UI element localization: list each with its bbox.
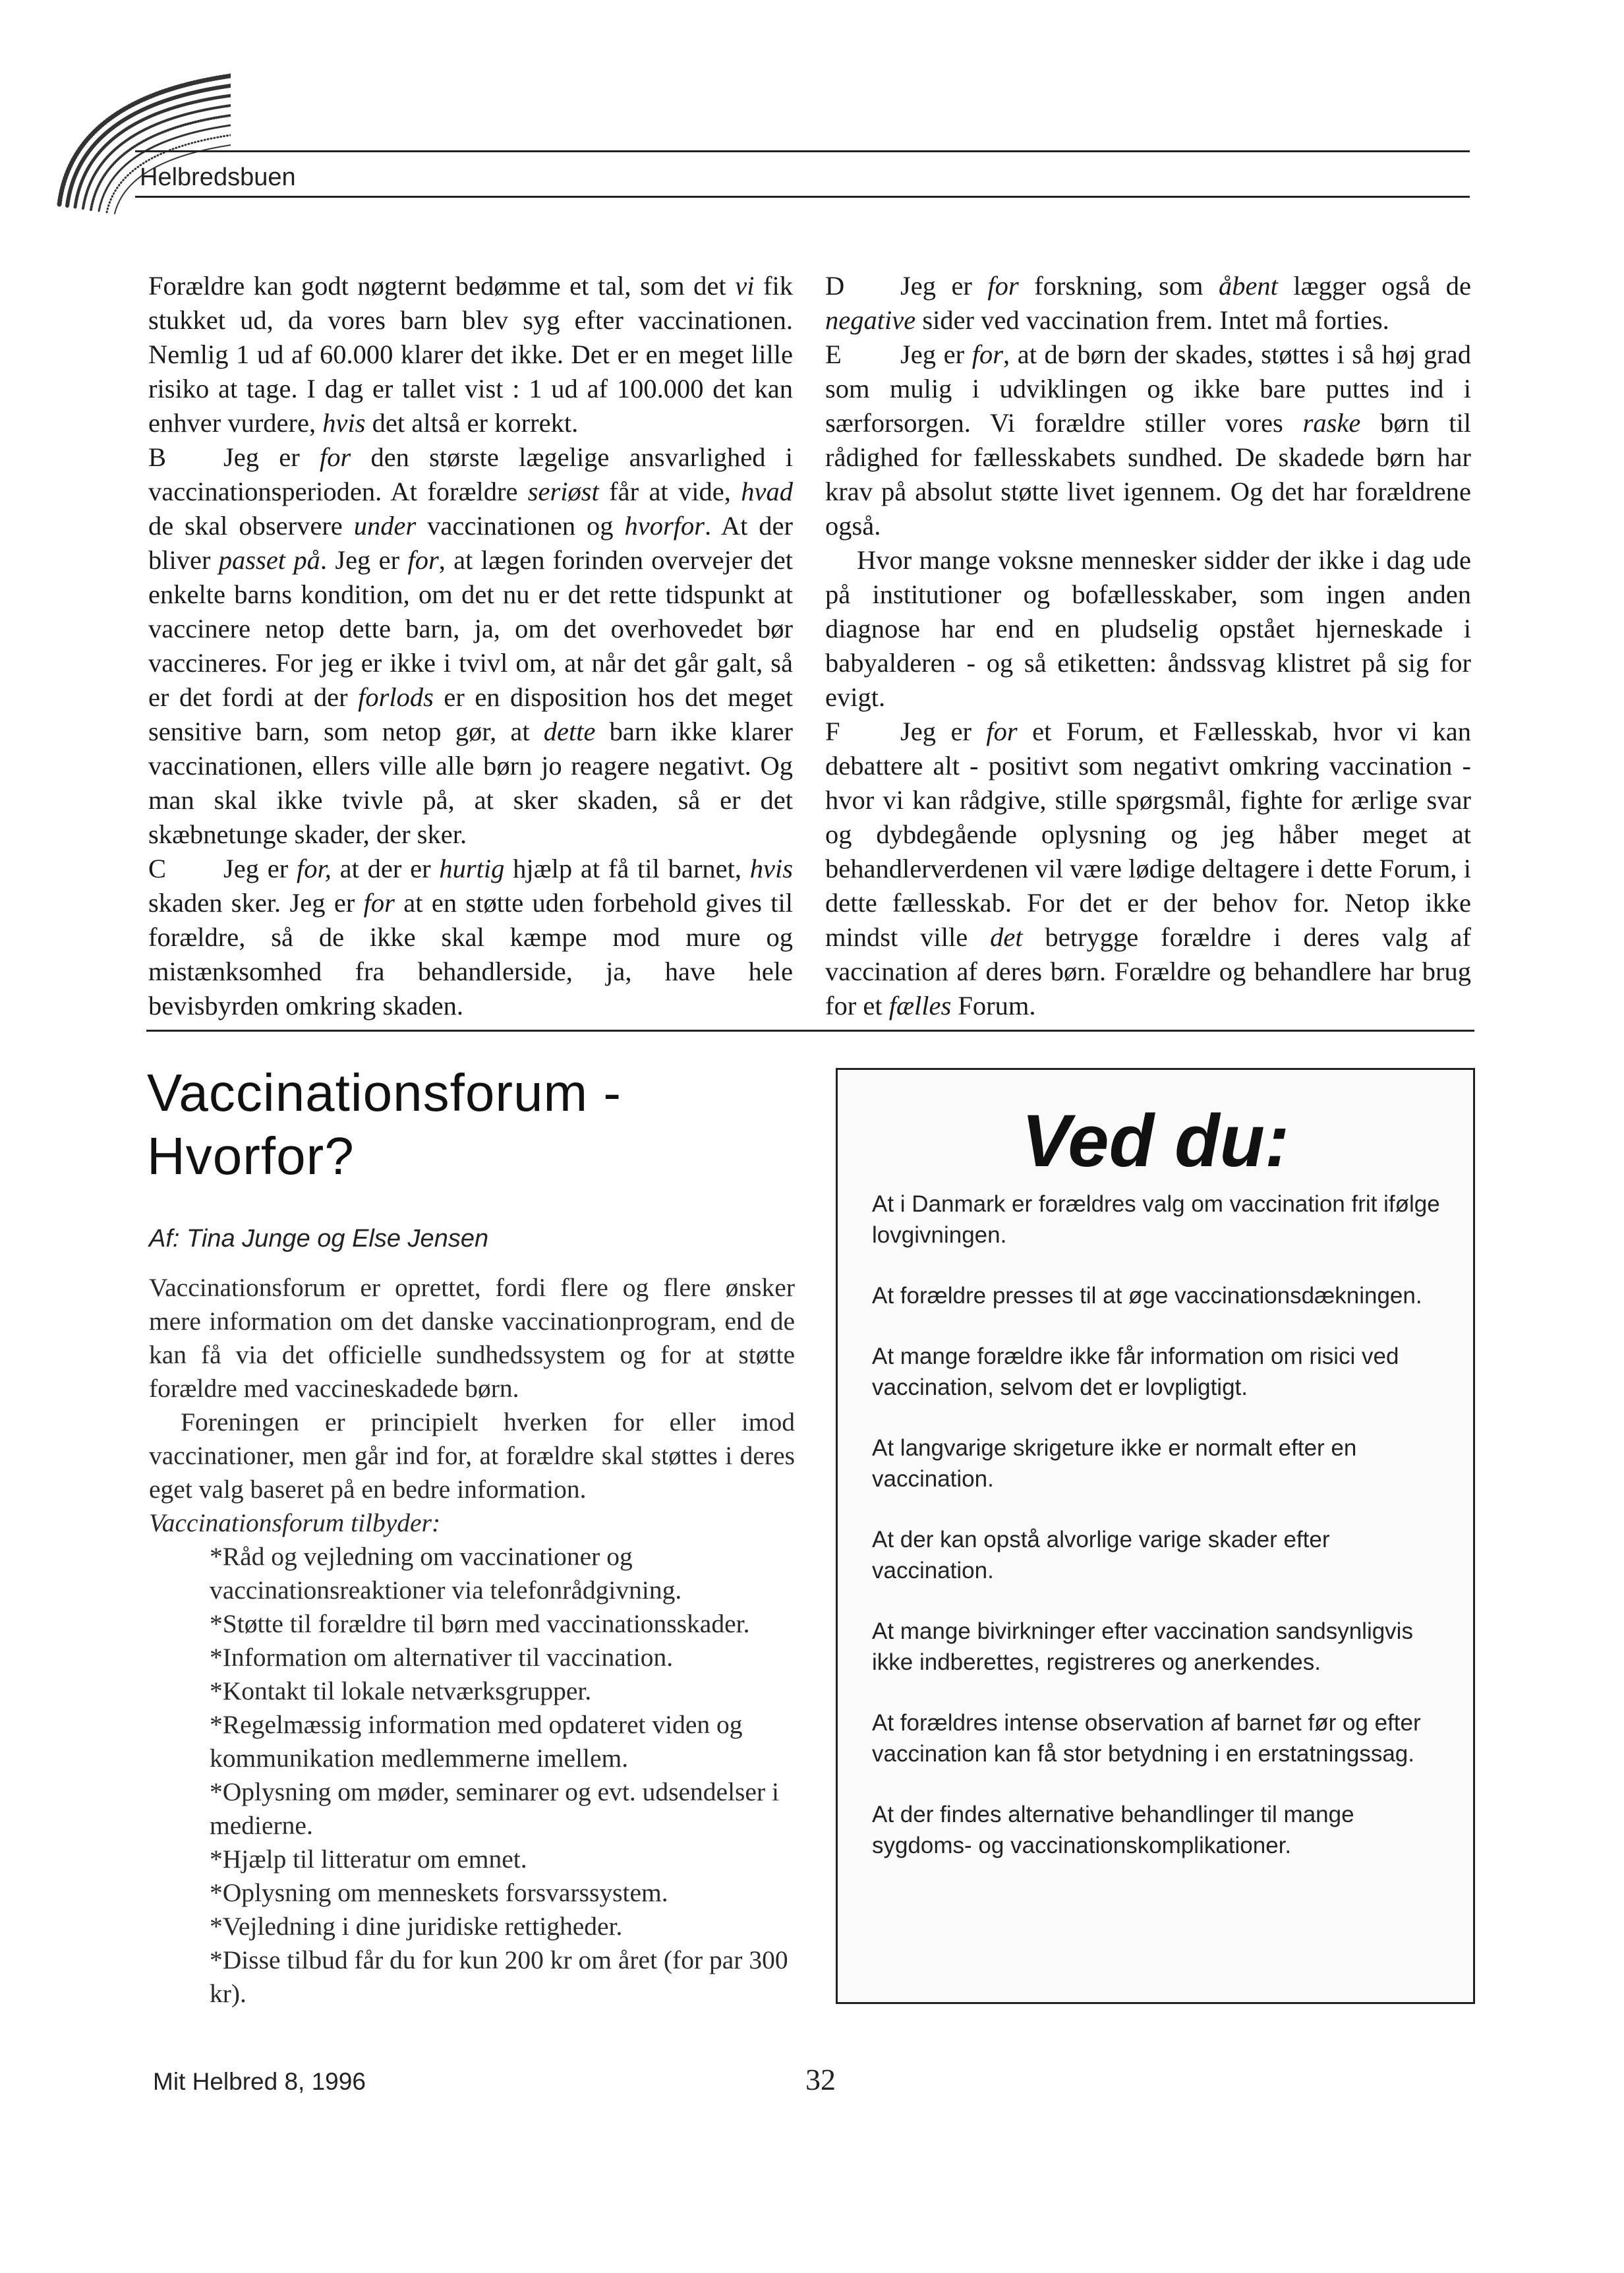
header-rule-bottom — [135, 196, 1470, 198]
paragraph-letter: C — [148, 854, 167, 883]
article-title — [147, 1061, 806, 1188]
offer-item: *Disse tilbud får du for kun 200 kr om året (for par 300 kr). — [210, 1945, 788, 2008]
info-box-list — [872, 1189, 1452, 1891]
section-title: Helbredsbuen — [140, 163, 296, 191]
info-box-title: Ved du: — [1021, 1100, 1290, 1182]
article-paragraph — [825, 715, 1471, 1023]
offer-item: *Kontakt til lokale netværksgrupper. — [210, 1676, 592, 1705]
info-box — [836, 1068, 1475, 2004]
article-byline: Af: Tina Junge og Else Jensen — [149, 1225, 489, 1253]
offer-item: *Vejledning i dine juridiske rettigheder. — [210, 1912, 623, 1941]
info-box-item: At der kan opstå alvorlige varige skader efter vaccination. — [872, 1527, 1330, 1583]
paragraph-text: Jeg er for forskning, som åbent lægger også de negative sider ved vaccination frem. Intet må forties. — [825, 271, 1472, 335]
offer-item: *Information om alternativer til vaccination. — [210, 1643, 674, 1672]
info-box-item: At der findes alternative behandlinger til mange sygdoms- og vaccinationskomplikationer. — [872, 1802, 1354, 1858]
article-title-line1: Vaccinationsforum - — [147, 1063, 622, 1122]
offer-item: *Oplysning om menneskets forsvarssystem. — [210, 1878, 668, 1907]
article-paragraph: Vaccinationsforum er oprettet, fordi flere og flere ønsker mere information om det danske vaccinationprogram, end de kan få via det officielle sundhedssystem og for at støtte forældre med vaccineskadede børn. — [149, 1273, 795, 1403]
header-rule-top — [135, 150, 1470, 152]
paragraph-text: Hvor mange voksne mennesker sidder der ikke i dag ude på institutioner og bofællesskaber, som ingen anden diagnose har end en pludselig opstået hjerneskade i babyalderen - og så etiketten: åndssvag klistret på sig for evigt. — [825, 545, 1471, 712]
info-box-item: At forældres intense observation af barnet før og efter vaccination kan få stor betydning i en erstatningssag. — [872, 1710, 1421, 1767]
article-title-line2: Hvorfor? — [147, 1127, 355, 1185]
article-paragraph: Foreningen er principielt hverken for eller imod vaccinationer, men går ind for, at forældre skal støttes i deres eget valg baseret på en bedre information. — [149, 1407, 795, 1504]
offer-item: *Råd og vejledning om vaccinationer og vaccinationsreaktioner via telefonrådgivning. — [210, 1542, 682, 1605]
paragraph-text: Jeg er for den største lægelige ansvarlighed i vaccinationsperioden. At forældre seriøst får at vide, hvad de skal observere under vaccinationen og hvorfor. At der bliver passet på. Jeg er for, at lægen forinden overvejer det enkelte barns kondition, om det nu er det rette tidspunkt at vaccinere netop dette barn, ja, om det overhovedet bør vaccineres. For jeg er ikke i tvivl om, at når det går galt, så er det fordi at der forlods er en disposition hos det meget sensitive barn, som netop gør, at dette barn ikke klarer vaccinationen, ellers ville alle børn jo reagere negativt. Og man skal ikke tvivle på, at sker skaden, så er det skæbnetunge skader, der sker. — [148, 442, 794, 849]
article-paragraph — [148, 440, 793, 852]
paragraph-text: Jeg er for, at de børn der skades, støttes i så høj grad som mulig i udviklingen og ikke bare puttes ind i særforsorgen. Vi forældre stiller vores raske børn til rådighed for fællesskabets sundhed. De skadede børn har krav på absolut støtte livet igennem. Og det har forældrene også. — [825, 339, 1472, 541]
page-number: 32 — [805, 2063, 836, 2096]
info-box-item: At mange bivirkninger efter vaccination sandsynligvis ikke indberettes, registreres og anerkendes. — [872, 1618, 1413, 1675]
offer-item: *Hjælp til litteratur om emnet. — [210, 1845, 527, 1874]
offer-item: *Oplysning om møder, seminarer og evt. udsendelser i medierne. — [210, 1777, 779, 1840]
upper-article-left-column — [148, 269, 793, 1023]
section-divider — [146, 1030, 1474, 1032]
upper-article-right-column — [825, 269, 1471, 1023]
offer-heading: Vaccinationsforum tilbyder: — [149, 1508, 441, 1537]
info-box-item: At forældre presses til at øge vaccinationsdækningen. — [872, 1283, 1422, 1309]
paragraph-text: Jeg er for et Forum, et Fællesskab, hvor vi kan debattere alt - positivt som negativt omkring vaccination - hvor vi kan rådgive, stille spørgsmål, fighte for ærlige svar og dybdegående oplysning og jeg håber meget at behandlerverdenen vil være lødige deltagere i dette Forum, i dette fællesskab. For det er der behov for. Netop ikke mindst ville det betrygge forældre i deres valg af vaccination af deres børn. Forældre og behandlere har brug for et fælles Forum. — [825, 717, 1472, 1020]
article-paragraph — [825, 543, 1471, 715]
info-box-item: At mange forældre ikke får information om risici ved vaccination, selvom det er lovpligtigt. — [872, 1343, 1399, 1400]
offer-list — [149, 1540, 795, 2011]
offer-item: *Regelmæssig information med opdateret viden og kommunikation medlemmerne imellem. — [210, 1710, 743, 1773]
article-paragraph — [825, 269, 1471, 338]
paragraph-letter: B — [148, 442, 167, 472]
article-paragraph — [825, 338, 1471, 543]
paragraph-text: Jeg er for, at der er hurtig hjælp at få til barnet, hvis skaden sker. Jeg er for at en støtte uden forbehold gives til forældre, så de ikke skal kæmpe mod mure og mistænksomhed fra behandlerside, ja, have hele bevisbyrden omkring skaden. — [148, 854, 793, 1020]
article-body — [149, 1271, 795, 2011]
paragraph-text: Forældre kan godt nøgternt bedømme et tal, som det vi fik stukket ud, da vores barn blev syg efter vaccinationen. Nemlig 1 ud af 60.000 klarer det ikke. Det er en meget lille risiko at tage. I dag er tallet vist : 1 ud af 100.000 det kan enhver vurdere, hvis det altså er korrekt. — [148, 271, 793, 438]
paragraph-letter: F — [825, 717, 840, 746]
paragraph-letter: D — [825, 271, 845, 301]
paragraph-letter: E — [825, 339, 842, 369]
offer-item: *Støtte til forældre til børn med vaccinationsskader. — [210, 1609, 750, 1638]
info-box-item: At i Danmark er forældres valg om vaccination frit ifølge lovgivningen. — [872, 1191, 1440, 1248]
footer-publication: Mit Helbred 8, 1996 — [153, 2068, 366, 2095]
article-paragraph — [148, 852, 793, 1023]
article-paragraph — [148, 269, 793, 440]
info-box-item: At langvarige skrigeture ikke er normalt efter en vaccination. — [872, 1435, 1357, 1492]
